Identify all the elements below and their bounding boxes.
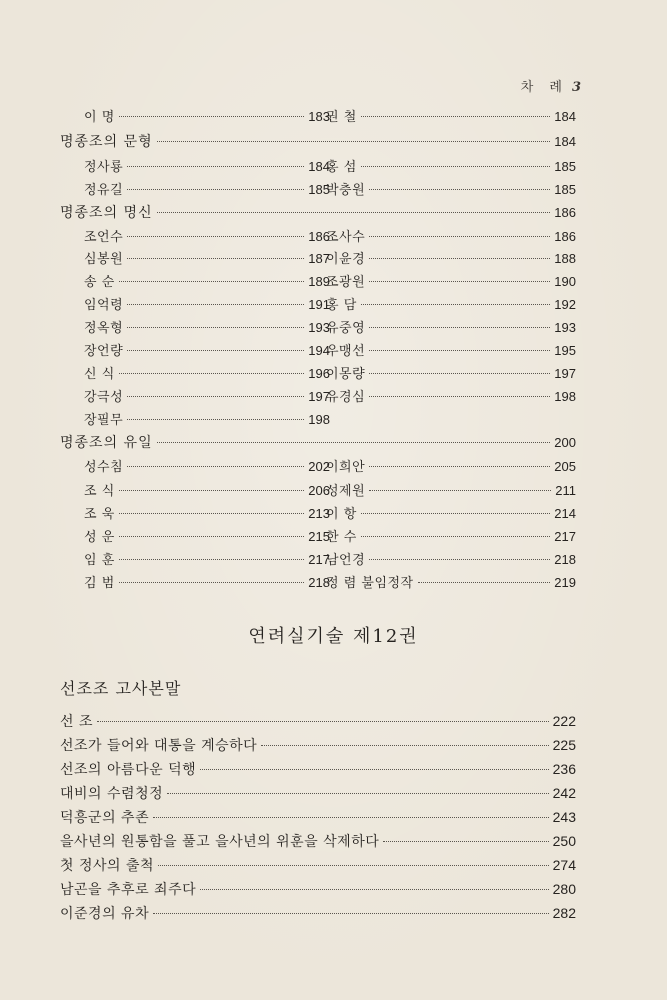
toc-entry [84,317,330,339]
toc-entry-name: 이준경의 유차 [60,906,150,922]
dot-leader [119,281,305,282]
dot-leader [200,769,549,770]
toc-entry [84,503,330,525]
toc-row [60,248,576,270]
toc-entry-page: 222 [552,713,576,729]
toc-entry [60,780,576,806]
dot-leader [157,212,551,213]
toc-entry-page: 202 [308,459,330,474]
dot-leader [127,419,304,420]
toc-row [60,179,576,201]
dot-leader [127,189,304,190]
toc-section-page: 200 [554,435,576,450]
toc-entry-name: 송 순 [84,275,115,290]
toc-row [60,828,576,854]
toc-entry-page: 218 [308,575,330,590]
toc-row [60,226,576,248]
dot-leader [127,236,304,237]
toc-entry-page: 189 [308,274,330,289]
toc-row [60,900,576,926]
toc-entry-page: 213 [308,506,330,521]
toc-row [60,876,576,902]
toc-entry-name: 성 운 [84,530,115,545]
toc-entry [326,340,576,362]
dot-leader [127,166,304,167]
toc-entry-page: 194 [308,343,330,358]
toc-entry [326,572,576,594]
toc-entry [326,480,576,502]
toc-entry-name: 정유길 [84,183,124,198]
toc-row [60,549,576,571]
toc-entry-name: 조사수 [326,230,366,245]
toc-entry-name: 이희안 [326,460,366,475]
toc-entry-name: 한 수 [326,530,357,545]
dot-leader [119,536,305,537]
dot-leader [127,350,304,351]
running-head-label: 차 례 [520,80,568,95]
toc-entry-name: 이 항 [326,507,357,522]
toc-entry [84,156,330,178]
toc-entry [326,179,576,201]
toc-entry-name: 우맹선 [326,344,366,359]
dot-leader [361,536,551,537]
toc-entry-page: 280 [552,881,576,897]
toc-entry-name: 유중영 [326,321,366,336]
toc-entry-name: 을사년의 원통함을 풀고 을사년의 위훈을 삭제하다 [60,834,380,850]
toc-section-page: 184 [554,134,576,149]
toc-entry [84,526,330,548]
toc-entry-page: 282 [552,905,576,921]
toc-entry-name: 선 조 [60,714,93,730]
toc-entry [60,732,576,758]
toc-entry-page: 196 [308,366,330,381]
toc-entry-page: 225 [552,737,576,753]
toc-entry-page: 193 [554,320,576,335]
toc-entry-name: 임억령 [84,298,124,313]
toc-entry-page: 250 [552,833,576,849]
toc-row [60,756,576,782]
toc-entry-page: 191 [308,297,330,312]
toc-entry-page: 188 [554,251,576,266]
toc-entry [326,317,576,339]
toc-section-row [60,131,576,153]
toc-entry-name: 김 범 [84,576,115,591]
toc-entry-name: 신 식 [84,367,115,382]
dot-leader [383,841,548,842]
toc-row [60,732,576,758]
toc-row [60,106,576,128]
dot-leader [261,745,548,746]
toc-entry [84,572,330,594]
toc-entry [60,852,576,878]
volume-title: 연려실기술 제12권 [248,626,419,647]
toc-entry [326,503,576,525]
toc-entry-name: 장언량 [84,344,124,359]
toc-entry [84,363,330,385]
dot-leader [127,304,304,305]
toc-section-row [60,432,576,454]
dot-leader [158,865,549,866]
toc-entry-page: 185 [308,182,330,197]
toc-entry-name: 강극성 [84,390,124,405]
dot-leader [361,513,551,514]
toc-entry-name: 남곤을 추후로 죄주다 [60,882,197,898]
dot-leader [127,396,304,397]
dot-leader [153,817,549,818]
toc-entry [60,900,576,926]
toc-entry [60,876,576,902]
toc-entry [84,480,330,502]
toc-entry-name: 조언수 [84,230,124,245]
toc-row [60,503,576,525]
dot-leader [127,466,304,467]
dot-leader [369,396,550,397]
toc-entry-page: 186 [554,229,576,244]
toc-entry [84,549,330,571]
toc-entry-page: 242 [552,785,576,801]
toc-entry-page: 185 [554,159,576,174]
dot-leader [157,141,551,142]
toc-entry [84,456,330,478]
toc-entry-page: 184 [554,109,576,124]
toc-entry-page: 217 [308,552,330,567]
toc-entry-page: 214 [554,506,576,521]
toc-entry [326,363,576,385]
dot-leader [369,350,550,351]
toc-entry-page: 186 [308,229,330,244]
toc-row [60,271,576,293]
toc-entry [84,179,330,201]
dot-leader [97,721,549,722]
toc-row [60,480,576,502]
toc-entry-name: 첫 정사의 출척 [60,858,155,874]
toc-entry-name: 장필무 [84,413,124,428]
toc-row [60,317,576,339]
toc-entry-page: 197 [308,389,330,404]
toc-entry-name: 성수침 [84,460,124,475]
toc-entry [84,294,330,316]
toc-section [60,432,576,454]
toc-row [60,156,576,178]
toc-entry-name: 이 명 [84,110,115,125]
toc-entry-name: 이윤경 [326,252,366,267]
toc-entry-page: 205 [554,459,576,474]
toc-entry [326,386,576,408]
toc-entry-page: 274 [552,857,576,873]
dot-leader [369,281,550,282]
toc-entry-page: 183 [308,109,330,124]
toc-row [60,340,576,362]
toc-entry [326,294,576,316]
toc-entry-page: 192 [554,297,576,312]
toc-entry-name: 대비의 수렴청정 [60,786,164,802]
dot-leader [153,913,549,914]
toc-row [60,386,576,408]
dot-leader [119,559,305,560]
toc-entry-name: 심봉원 [84,252,124,267]
toc-row [60,409,576,431]
dot-leader [167,793,549,794]
toc-entry-name: 선조가 들어와 대통을 계승하다 [60,738,258,754]
toc-entry-page: 206 [308,483,330,498]
toc-entry [84,386,330,408]
toc-entry-name: 조 욱 [84,507,115,522]
toc-entry-name: 홍 담 [326,298,357,313]
dot-leader [369,189,550,190]
dot-leader [361,304,551,305]
toc-section-title: 명종조의 명신 [60,205,153,221]
toc-entry [84,106,330,128]
toc-entry [60,804,576,830]
toc-entry-name: 유경심 [326,390,366,405]
toc-section-page: 186 [554,205,576,220]
toc-entry-name: 조 식 [84,484,115,499]
toc-entry [326,226,576,248]
toc-entry-page: 187 [308,251,330,266]
toc-row [60,456,576,478]
dot-leader [119,116,305,117]
toc-section [60,131,576,153]
toc-entry-name: 홍 섬 [326,160,357,175]
toc-entry-page: 193 [308,320,330,335]
toc-entry-name: 성제원 [326,484,366,499]
toc-entry [326,526,576,548]
toc-entry-name: 정 렴 불임정작 [326,576,414,591]
toc-entry-page: 215 [308,529,330,544]
toc-entry [84,271,330,293]
chapter-title: 선조조 고사본말 [60,679,182,698]
toc-entry-name: 조광원 [326,275,366,290]
page-number: 3 [571,80,581,95]
dot-leader [369,466,550,467]
toc-row [60,572,576,594]
dot-leader [369,236,550,237]
toc-entry [326,248,576,270]
dot-leader [361,166,551,167]
toc-entry-page: 217 [554,529,576,544]
toc-entry-page: 195 [554,343,576,358]
dot-leader [361,116,551,117]
toc-entry-page: 185 [554,182,576,197]
toc-entry [326,106,576,128]
dot-leader [119,373,305,374]
dot-leader [369,559,550,560]
toc-entry-name: 남언경 [326,553,366,568]
toc-section-title: 명종조의 문형 [60,134,153,150]
dot-leader [369,373,550,374]
toc-entry-page: 190 [554,274,576,289]
toc-entry [84,409,330,431]
toc-entry-name: 임 훈 [84,553,115,568]
toc-entry-page: 219 [554,575,576,590]
dot-leader [369,258,550,259]
toc-entry-page: 198 [308,412,330,427]
toc-entry [60,756,576,782]
toc-section-title: 명종조의 유일 [60,435,153,451]
toc-entry [326,549,576,571]
running-head [521,76,581,95]
toc-section [60,202,576,224]
toc-row [60,804,576,830]
toc-entry-page: 184 [308,159,330,174]
dot-leader [119,582,305,583]
toc-row [60,852,576,878]
dot-leader [157,442,551,443]
toc-row [60,294,576,316]
toc-entry-name: 박충원 [326,183,366,198]
toc-entry-name: 권 철 [326,110,357,125]
toc-entry-page: 236 [552,761,576,777]
dot-leader [127,327,304,328]
toc-row [60,363,576,385]
toc-entry [84,340,330,362]
toc-entry [326,271,576,293]
toc-entry-page: 243 [552,809,576,825]
toc-entry-name: 선조의 아름다운 덕행 [60,762,197,778]
dot-leader [127,258,304,259]
toc-entry [326,456,576,478]
dot-leader [200,889,549,890]
toc-entry-name: 정옥형 [84,321,124,336]
dot-leader [418,582,551,583]
dot-leader [369,327,550,328]
toc-entry [326,156,576,178]
dot-leader [369,490,551,491]
toc-entry-page: 198 [554,389,576,404]
toc-entry [84,226,330,248]
dot-leader [119,513,305,514]
toc-row [60,708,576,734]
toc-entry-name: 정사룡 [84,160,124,175]
toc-row [60,780,576,806]
toc-row [60,526,576,548]
toc-entry [60,708,576,734]
toc-entry [84,248,330,270]
toc-entry-page: 211 [555,483,576,498]
toc-entry-name: 덕흥군의 추존 [60,810,150,826]
toc-entry-name: 이몽량 [326,367,366,382]
toc-section-row [60,202,576,224]
toc-entry-page: 218 [554,552,576,567]
dot-leader [119,490,305,491]
toc-entry [60,828,576,854]
toc-entry-page: 197 [554,366,576,381]
